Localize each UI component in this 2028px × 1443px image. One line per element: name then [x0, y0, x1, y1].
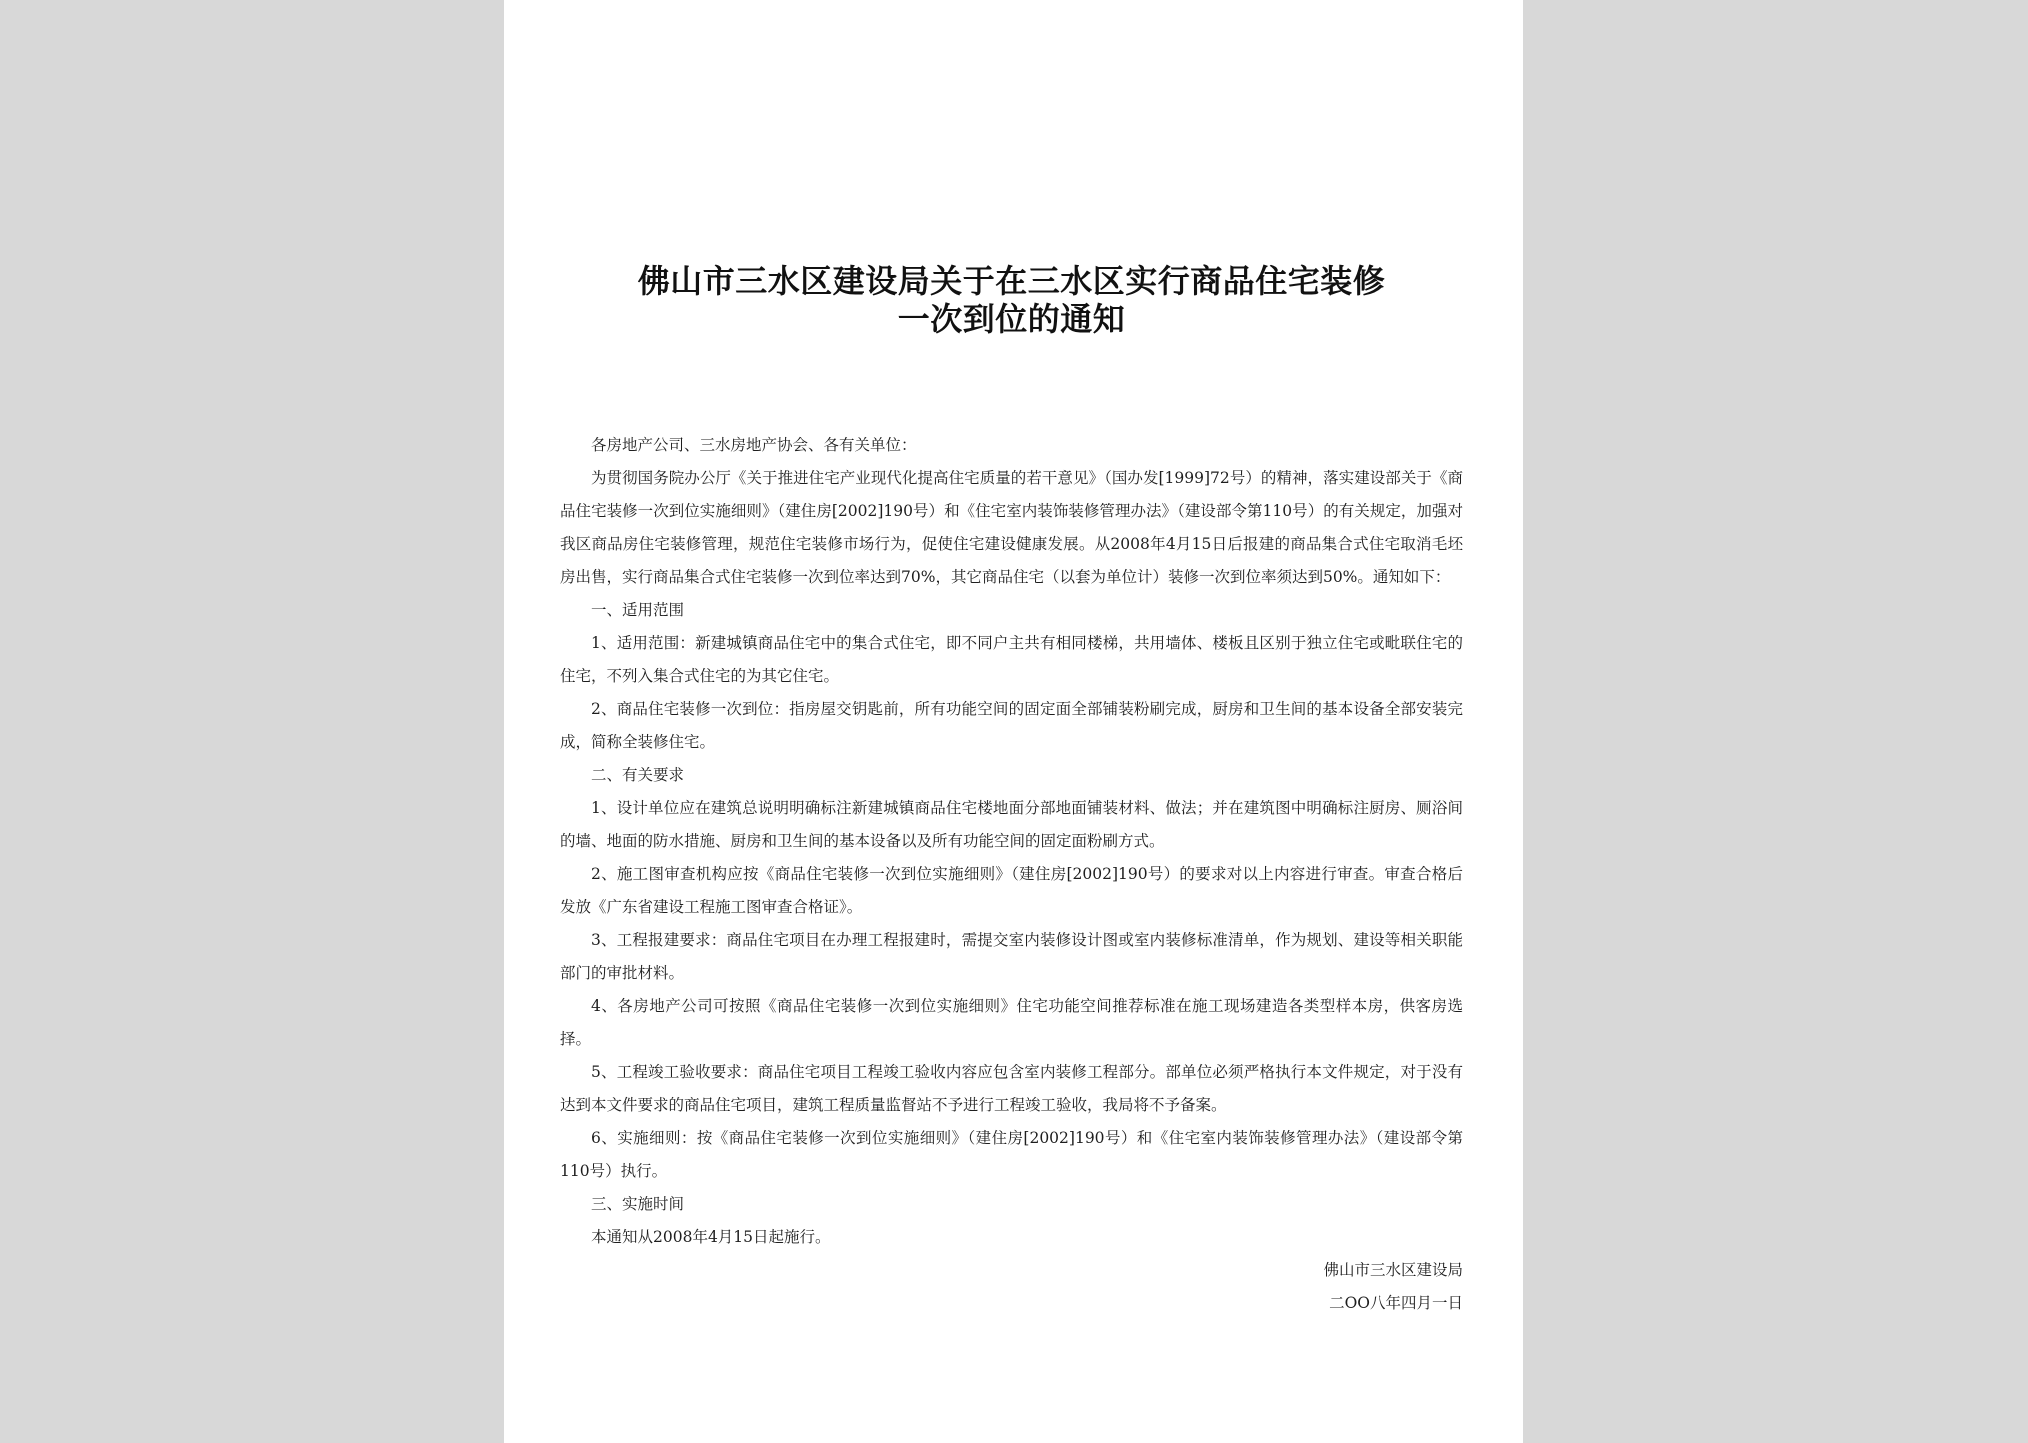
title-line-1: 佛山市三水区建设局关于在三水区实行商品住宅装修: [637, 262, 1386, 300]
paragraph-req-1: 1、设计单位应在建筑总说明明确标注新建城镇商品住宅楼地面分部地面铺装材料、做法；并在建筑图中明确标注厨房、厕浴间的墙、地面的防水措施、厨房和卫生间的基本设备以及所有功能空间的固定面粉刷方式。: [560, 799, 1463, 850]
paragraph-effective: 本通知从2008年4月15日起施行。: [591, 1228, 831, 1246]
section-heading-requirements: 二、有关要求: [591, 766, 685, 784]
salutation: 各房地产公司、三水房地产协会、各有关单位：: [591, 436, 917, 454]
paragraph-req-3: 3、工程报建要求：商品住宅项目在办理工程报建时，需提交室内装修设计图或室内装修标准清单，作为规划、建设等相关职能部门的审批材料。: [560, 931, 1463, 982]
paragraph-req-4: 4、各房地产公司可按照《商品住宅装修一次到位实施细则》住宅功能空间推荐标准在施工现场建造各类型样本房，供客房选择。: [560, 997, 1463, 1048]
paragraph-req-2: 2、施工图审查机构应按《商品住宅装修一次到位实施细则》（建住房[2002]190号）的要求对以上内容进行审查。审查合格后发放《广东省建设工程施工图审查合格证》。: [560, 865, 1463, 916]
section-heading-effective: 三、实施时间: [591, 1195, 685, 1213]
paragraph-req-6: 6、实施细则：按《商品住宅装修一次到位实施细则》（建住房[2002]190号）和《住宅室内装饰装修管理办法》（建设部令第110号）执行。: [560, 1129, 1463, 1180]
signature-date: 二OO八年四月一日: [1329, 1294, 1463, 1312]
paragraph-scope-1: 1、适用范围：新建城镇商品住宅中的集合式住宅，即不同户主共有相同楼梯，共用墙体、楼板且区别于独立住宅或毗联住宅的住宅，不列入集合式住宅的为其它住宅。: [560, 634, 1463, 685]
signature-organization: 佛山市三水区建设局: [1323, 1261, 1463, 1279]
title-line-2: 一次到位的通知: [897, 300, 1126, 338]
paragraph-req-5: 5、工程竣工验收要求：商品住宅项目工程竣工验收内容应包含室内装修工程部分。部单位必须严格执行本文件规定，对于没有达到本文件要求的商品住宅项目，建筑工程质量监督站不予进行工程竣工验收，我局将不予备案。: [560, 1063, 1463, 1114]
paragraph-scope-2: 2、商品住宅装修一次到位：指房屋交钥匙前，所有功能空间的固定面全部铺装粉刷完成，厨房和卫生间的基本设备全部安装完成，简称全装修住宅。: [560, 700, 1463, 751]
document-body: [560, 429, 1463, 1254]
section-heading-scope: 一、适用范围: [591, 601, 685, 619]
document-page: [504, 0, 1523, 1443]
document-title: [560, 262, 1463, 338]
paragraph-intro: 为贯彻国务院办公厅《关于推进住宅产业现代化提高住宅质量的若干意见》（国办发[1999]72号）的精神，落实建设部关于《商品住宅装修一次到位实施细则》（建住房[2002]190号）和《住宅室内装饰装修管理办法》（建设部令第110号）的有关规定，加强对我区商品房住宅装修管理，规范住宅装修市场行为，促使住宅建设健康发展。从2008年4月15日后报建的商品集合式住宅取消毛坯房出售，实行商品集合式住宅装修一次到位率达到70%，其它商品住宅（以套为单位计）装修一次到位率须达到50%。通知如下：: [560, 469, 1463, 586]
signature-block: [560, 1254, 1463, 1320]
